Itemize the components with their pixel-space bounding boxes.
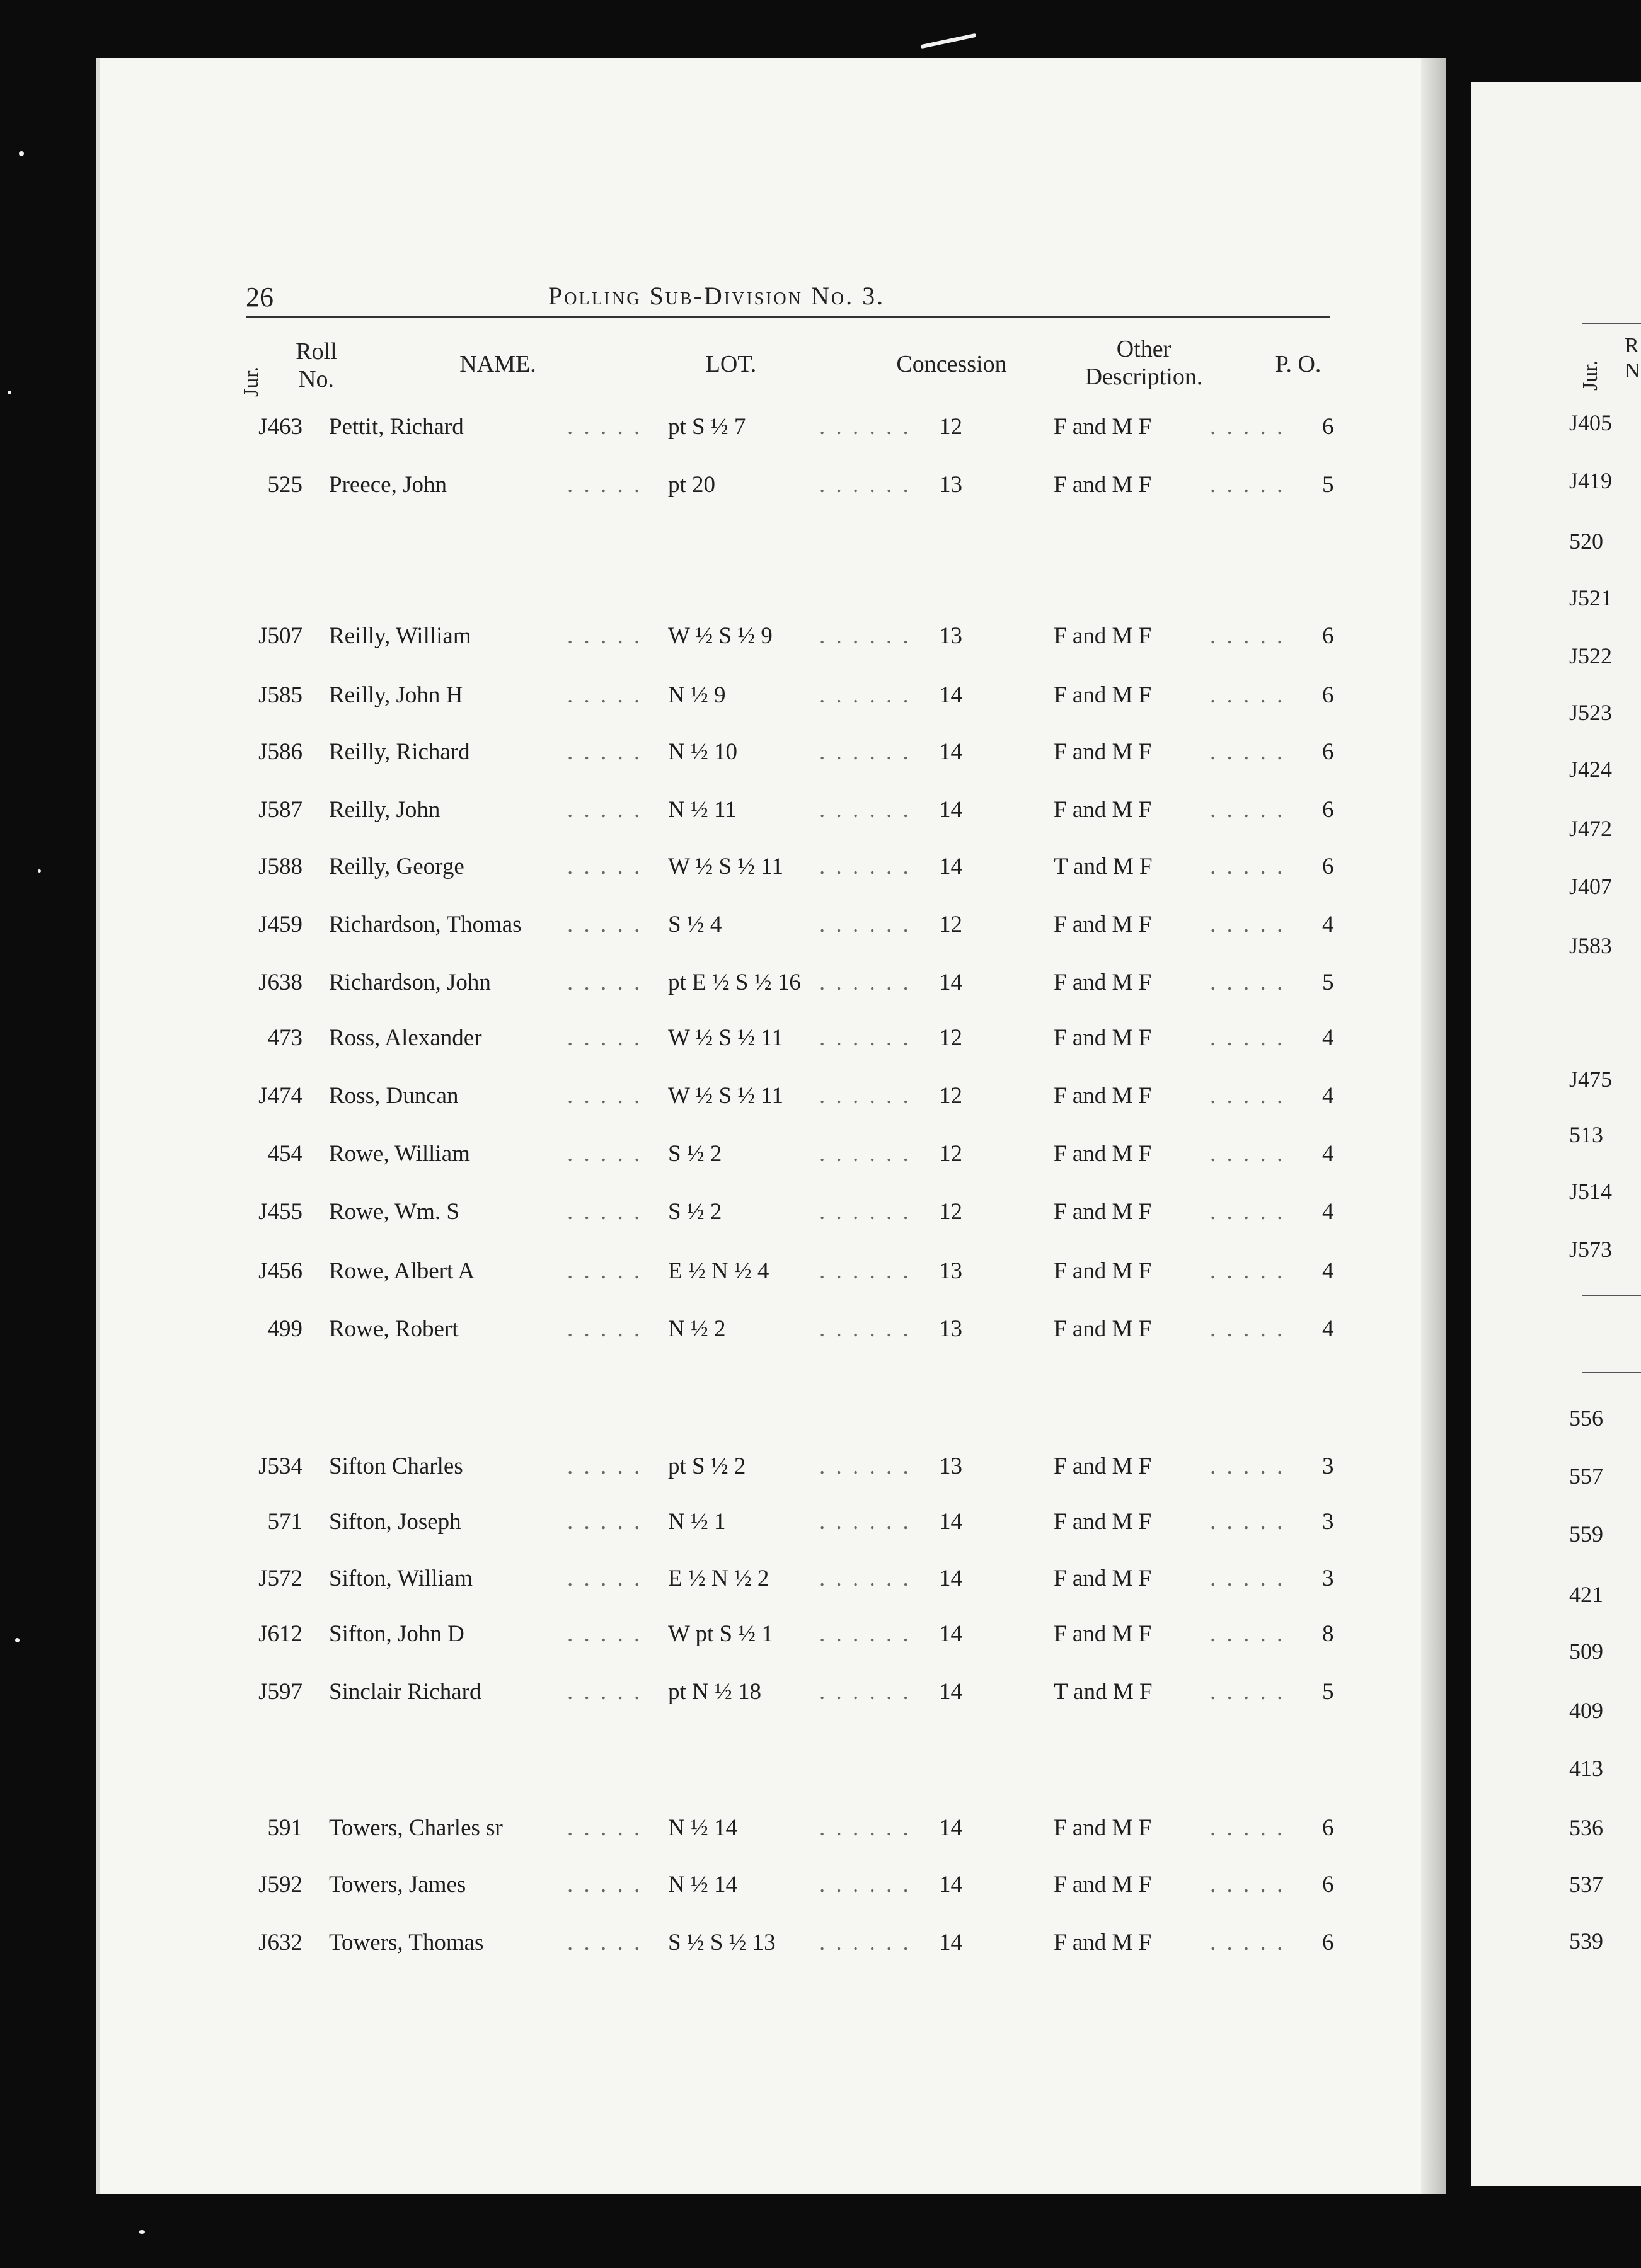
running-head — [0, 277, 1186, 315]
leader-dots: . . . . . — [1210, 1930, 1286, 1956]
voter-name: Reilly, William — [329, 623, 471, 649]
section-title: Polling Sub-Division No. 3. — [548, 282, 885, 310]
voter-name: Ross, Duncan — [329, 1083, 459, 1109]
facing-roll-number: J475 — [1569, 1067, 1613, 1092]
header-other-description — [1046, 335, 1241, 391]
lot: pt S ½ 7 — [668, 414, 746, 440]
concession: 14 — [939, 1621, 962, 1647]
voter-row — [0, 1508, 1641, 1552]
roll-number: J534 — [258, 1453, 302, 1479]
lot: pt E ½ S ½ 16 — [668, 970, 801, 995]
leader-dots: . . . . . — [567, 414, 643, 440]
concession: 14 — [939, 1679, 962, 1705]
leader-dots: . . . . . . — [819, 1258, 911, 1284]
leader-dots: . . . . . — [1210, 1258, 1286, 1284]
roll-number: J597 — [258, 1679, 302, 1705]
concession: 14 — [939, 1566, 962, 1591]
leader-dots: . . . . . . — [819, 1566, 911, 1591]
concession: 13 — [939, 1258, 962, 1284]
leader-dots: . . . . . — [1210, 472, 1286, 498]
voter-name: Sinclair Richard — [329, 1679, 481, 1705]
facing-roll-number: J521 — [1569, 585, 1613, 610]
post-office: 4 — [1322, 1258, 1334, 1284]
post-office: 4 — [1322, 1083, 1334, 1109]
other-description: F and M F — [1054, 1509, 1152, 1535]
concession: 14 — [939, 739, 962, 765]
leader-dots: . . . . . . — [819, 739, 911, 765]
facing-roll-number: 421 — [1569, 1582, 1603, 1607]
lot: N ½ 2 — [668, 1316, 726, 1342]
facing-roll-number: J419 — [1569, 468, 1613, 493]
facing-roll-number: 557 — [1569, 1463, 1603, 1489]
post-office: 6 — [1322, 854, 1334, 879]
post-office: 5 — [1322, 472, 1334, 498]
leader-dots: . . . . . . — [819, 854, 911, 879]
lot: W ½ S ½ 11 — [668, 1025, 783, 1051]
facing-section-rule — [1582, 1295, 1641, 1296]
leader-dots: . . . . . — [567, 1679, 643, 1705]
facing-roll-number: J424 — [1569, 757, 1613, 782]
post-office: 4 — [1322, 1141, 1334, 1167]
post-office: 3 — [1322, 1509, 1334, 1535]
other-description: F and M F — [1054, 1872, 1152, 1898]
roll-number: J588 — [258, 854, 302, 879]
other-description: F and M F — [1054, 1566, 1152, 1591]
leader-dots: . . . . . — [567, 1930, 643, 1956]
post-office: 6 — [1322, 1872, 1334, 1898]
lot: W ½ S ½ 9 — [668, 623, 773, 649]
facing-roll-number: J523 — [1569, 700, 1613, 725]
facing-roll-number: 409 — [1569, 1698, 1603, 1723]
post-office: 6 — [1322, 623, 1334, 649]
post-office: 8 — [1322, 1621, 1334, 1647]
voter-row — [0, 413, 1641, 457]
voter-row — [0, 1929, 1641, 1973]
post-office: 6 — [1322, 414, 1334, 440]
post-office: 6 — [1322, 1815, 1334, 1841]
leader-dots: . . . . . — [567, 739, 643, 765]
voter-row — [0, 682, 1641, 726]
leader-dots: . . . . . . — [819, 1141, 911, 1167]
leader-dots: . . . . . — [1210, 1679, 1286, 1705]
header-jur: Jur. — [239, 366, 263, 397]
leader-dots: . . . . . — [567, 682, 643, 708]
voter-name: Rowe, Robert — [329, 1316, 459, 1342]
other-description: T and M F — [1054, 854, 1153, 879]
leader-dots: . . . . . . — [819, 912, 911, 937]
leader-dots: . . . . . — [567, 1083, 643, 1109]
concession: 14 — [939, 854, 962, 879]
lot: N ½ 14 — [668, 1872, 737, 1898]
concession: 13 — [939, 1453, 962, 1479]
roll-number: J587 — [258, 797, 302, 823]
leader-dots: . . . . . — [1210, 970, 1286, 995]
leader-dots: . . . . . — [567, 472, 643, 498]
other-description: F and M F — [1054, 1815, 1152, 1841]
leader-dots: . . . . . . — [819, 1621, 911, 1647]
concession: 12 — [939, 1199, 962, 1225]
post-office: 4 — [1322, 1199, 1334, 1225]
leader-dots: . . . . . . — [819, 1872, 911, 1898]
voter-row — [0, 1257, 1641, 1302]
leader-dots: . . . . . — [1210, 1141, 1286, 1167]
facing-roll-number: 539 — [1569, 1928, 1603, 1954]
concession: 14 — [939, 797, 962, 823]
leader-dots: . . . . . . — [819, 1815, 911, 1841]
leader-dots: . . . . . — [1210, 739, 1286, 765]
leader-dots: . . . . . — [567, 1141, 643, 1167]
header-other-line2: Description. — [1085, 364, 1203, 390]
other-description: F and M F — [1054, 912, 1152, 937]
roll-number: J507 — [258, 623, 302, 649]
other-description: F and M F — [1054, 1025, 1152, 1051]
leader-dots: . . . . . . — [819, 414, 911, 440]
leader-dots: . . . . . . — [819, 1083, 911, 1109]
leader-dots: . . . . . . — [819, 1930, 911, 1956]
voter-row — [0, 1198, 1641, 1242]
concession: 14 — [939, 1815, 962, 1841]
leader-dots: . . . . . — [1210, 414, 1286, 440]
roll-number: J612 — [258, 1621, 302, 1647]
other-description: F and M F — [1054, 1141, 1152, 1167]
voter-name: Sifton, Joseph — [329, 1509, 461, 1535]
leader-dots: . . . . . . — [819, 797, 911, 823]
voter-row — [0, 1140, 1641, 1184]
leader-dots: . . . . . — [567, 1453, 643, 1479]
other-description: F and M F — [1054, 1083, 1152, 1109]
leader-dots: . . . . . — [1210, 797, 1286, 823]
leader-dots: . . . . . — [567, 1621, 643, 1647]
leader-dots: . . . . . — [1210, 1453, 1286, 1479]
roll-number: 473 — [267, 1025, 302, 1051]
lot: pt S ½ 2 — [668, 1453, 746, 1479]
roll-number: J572 — [258, 1566, 302, 1591]
facing-roll-number: 559 — [1569, 1521, 1603, 1547]
voter-name: Rowe, Albert A — [329, 1258, 475, 1284]
roll-number: J586 — [258, 739, 302, 765]
voter-row — [0, 1620, 1641, 1664]
leader-dots: . . . . . — [1210, 1621, 1286, 1647]
facing-section-rule — [1582, 1372, 1641, 1373]
leader-dots: . . . . . — [1210, 1199, 1286, 1225]
scan-speck — [139, 2230, 145, 2234]
voter-name: Preece, John — [329, 472, 447, 498]
concession: 13 — [939, 472, 962, 498]
voter-row — [0, 471, 1641, 515]
scan-speck — [8, 391, 11, 394]
voter-row — [0, 1871, 1641, 1915]
voter-name: Towers, Charles sr — [329, 1815, 503, 1841]
facing-header-rule — [1582, 323, 1641, 324]
post-office: 6 — [1322, 739, 1334, 765]
voter-name: Rowe, Wm. S — [329, 1199, 459, 1225]
voter-row — [0, 969, 1641, 1013]
other-description: F and M F — [1054, 739, 1152, 765]
other-description: F and M F — [1054, 1199, 1152, 1225]
lot: W ½ S ½ 11 — [668, 1083, 783, 1109]
leader-dots: . . . . . — [1210, 1083, 1286, 1109]
other-description: F and M F — [1054, 682, 1152, 708]
concession: 14 — [939, 970, 962, 995]
other-description: F and M F — [1054, 623, 1152, 649]
leader-dots: . . . . . — [1210, 1566, 1286, 1591]
voter-name: Reilly, John H — [329, 682, 463, 708]
voter-row — [0, 796, 1641, 840]
lot: W ½ S ½ 11 — [668, 854, 783, 879]
voter-name: Reilly, Richard — [329, 739, 470, 765]
leader-dots: . . . . . — [567, 912, 643, 937]
lot: N ½ 10 — [668, 739, 737, 765]
leader-dots: . . . . . . — [819, 1509, 911, 1535]
roll-number: J592 — [258, 1872, 302, 1898]
leader-dots: . . . . . . — [819, 682, 911, 708]
post-office: 4 — [1322, 1025, 1334, 1051]
leader-dots: . . . . . — [567, 1872, 643, 1898]
concession: 14 — [939, 1509, 962, 1535]
voter-name: Pettit, Richard — [329, 414, 464, 440]
roll-number: 525 — [267, 472, 302, 498]
leader-dots: . . . . . — [567, 1199, 643, 1225]
voter-row — [0, 1678, 1641, 1722]
voter-row — [0, 1315, 1641, 1360]
roll-number: J456 — [258, 1258, 302, 1284]
other-description: T and M F — [1054, 1679, 1153, 1705]
roll-number: 571 — [267, 1509, 302, 1535]
facing-roll-number: 520 — [1569, 529, 1603, 554]
post-office: 6 — [1322, 797, 1334, 823]
leader-dots: . . . . . . — [819, 1679, 911, 1705]
lot: N ½ 11 — [668, 797, 737, 823]
concession: 14 — [939, 682, 962, 708]
scan-speck — [19, 151, 24, 156]
facing-roll-number: J405 — [1569, 410, 1613, 435]
lot: S ½ 2 — [668, 1141, 722, 1167]
lot: S ½ S ½ 13 — [668, 1930, 776, 1956]
facing-roll-number: 413 — [1569, 1756, 1603, 1781]
lot: W pt S ½ 1 — [668, 1621, 773, 1647]
concession: 14 — [939, 1872, 962, 1898]
roll-number: J632 — [258, 1930, 302, 1956]
other-description: F and M F — [1054, 414, 1152, 440]
concession: 12 — [939, 1025, 962, 1051]
lot: E ½ N ½ 4 — [668, 1258, 769, 1284]
other-description: F and M F — [1054, 1621, 1152, 1647]
voter-name: Richardson, Thomas — [329, 912, 522, 937]
facing-roll-number: J522 — [1569, 643, 1613, 668]
other-description: F and M F — [1054, 797, 1152, 823]
leader-dots: . . . . . — [1210, 1815, 1286, 1841]
roll-number: J585 — [258, 682, 302, 708]
header-name: NAME. — [459, 351, 536, 377]
other-description: F and M F — [1054, 472, 1152, 498]
lot: E ½ N ½ 2 — [668, 1566, 769, 1591]
other-description: F and M F — [1054, 970, 1152, 995]
voter-name: Reilly, George — [329, 854, 464, 879]
voter-row — [0, 853, 1641, 897]
leader-dots: . . . . . — [567, 1815, 643, 1841]
other-description: F and M F — [1054, 1258, 1152, 1284]
post-office: 5 — [1322, 970, 1334, 995]
voter-name: Towers, James — [329, 1872, 466, 1898]
voter-name: Sifton Charles — [329, 1453, 463, 1479]
leader-dots: . . . . . . — [819, 1453, 911, 1479]
roll-number: J638 — [258, 970, 302, 995]
lot: pt N ½ 18 — [668, 1679, 761, 1705]
voter-name: Towers, Thomas — [329, 1930, 484, 1956]
leader-dots: . . . . . — [567, 623, 643, 649]
concession: 12 — [939, 1141, 962, 1167]
facing-roll-number: 513 — [1569, 1122, 1603, 1147]
roll-number: J474 — [258, 1083, 302, 1109]
concession: 12 — [939, 912, 962, 937]
facing-roll-number: J407 — [1569, 874, 1613, 899]
leader-dots: . . . . . — [1210, 854, 1286, 879]
facing-page — [1471, 82, 1641, 2186]
voter-row — [0, 1453, 1641, 1497]
header-other-line1: Other — [1116, 336, 1172, 362]
lot: S ½ 4 — [668, 912, 722, 937]
post-office: 5 — [1322, 1679, 1334, 1705]
roll-number: 591 — [267, 1815, 302, 1841]
leader-dots: . . . . . . — [819, 472, 911, 498]
leader-dots: . . . . . — [1210, 682, 1286, 708]
roll-number: 499 — [267, 1316, 302, 1342]
voter-name: Rowe, William — [329, 1141, 470, 1167]
post-office: 6 — [1322, 1930, 1334, 1956]
lot: N ½ 14 — [668, 1815, 737, 1841]
roll-number: J463 — [258, 414, 302, 440]
post-office: 4 — [1322, 1316, 1334, 1342]
facing-header-roll: R — [1625, 334, 1639, 357]
voter-row — [0, 911, 1641, 955]
voter-row — [0, 738, 1641, 782]
header-concession: Concession — [896, 351, 1007, 377]
leader-dots: . . . . . — [567, 1566, 643, 1591]
concession: 12 — [939, 414, 962, 440]
lot: pt 20 — [668, 472, 716, 498]
header-lot: LOT. — [705, 351, 757, 377]
facing-roll-number: 509 — [1569, 1639, 1603, 1664]
post-office: 3 — [1322, 1453, 1334, 1479]
voter-row — [0, 1814, 1641, 1858]
voter-row — [0, 1565, 1641, 1609]
leader-dots: . . . . . . — [819, 623, 911, 649]
leader-dots: . . . . . — [1210, 1509, 1286, 1535]
leader-dots: . . . . . — [1210, 1316, 1286, 1342]
other-description: F and M F — [1054, 1316, 1152, 1342]
leader-dots: . . . . . — [567, 1025, 643, 1051]
leader-dots: . . . . . — [567, 854, 643, 879]
facing-roll-number: 536 — [1569, 1815, 1603, 1840]
voter-name: Ross, Alexander — [329, 1025, 482, 1051]
header-rule — [246, 316, 1330, 318]
leader-dots: . . . . . . — [819, 970, 911, 995]
page-number: 26 — [246, 282, 274, 312]
facing-roll-number: J514 — [1569, 1179, 1613, 1204]
leader-dots: . . . . . — [1210, 1025, 1286, 1051]
facing-roll-number: J573 — [1569, 1237, 1613, 1262]
facing-roll-number: 556 — [1569, 1406, 1603, 1431]
facing-roll-number: J583 — [1569, 933, 1613, 958]
lot: N ½ 9 — [668, 682, 726, 708]
concession: 14 — [939, 1930, 962, 1956]
leader-dots: . . . . . . — [819, 1025, 911, 1051]
roll-number: J455 — [258, 1199, 302, 1225]
leader-dots: . . . . . — [567, 1316, 643, 1342]
post-office: 6 — [1322, 682, 1334, 708]
header-po: P. O. — [1275, 351, 1321, 377]
leader-dots: . . . . . — [1210, 623, 1286, 649]
roll-number: 454 — [267, 1141, 302, 1167]
facing-header-no: N — [1625, 359, 1640, 382]
voter-name: Richardson, John — [329, 970, 491, 995]
leader-dots: . . . . . — [1210, 912, 1286, 937]
voter-row — [0, 1082, 1641, 1126]
facing-header-jur: Jur. — [1579, 360, 1602, 391]
facing-roll-number: J472 — [1569, 816, 1613, 841]
facing-roll-number: 537 — [1569, 1872, 1603, 1897]
lot: N ½ 1 — [668, 1509, 726, 1535]
leader-dots: . . . . . . — [819, 1316, 911, 1342]
voter-row — [0, 622, 1641, 667]
leader-dots: . . . . . . — [819, 1199, 911, 1225]
other-description: F and M F — [1054, 1453, 1152, 1479]
leader-dots: . . . . . — [567, 1509, 643, 1535]
leader-dots: . . . . . — [567, 970, 643, 995]
voter-name: Reilly, John — [329, 797, 440, 823]
lot: S ½ 2 — [668, 1199, 722, 1225]
concession: 12 — [939, 1083, 962, 1109]
post-office: 4 — [1322, 912, 1334, 937]
leader-dots: . . . . . — [567, 797, 643, 823]
other-description: F and M F — [1054, 1930, 1152, 1956]
concession: 13 — [939, 623, 962, 649]
voter-row — [0, 1024, 1641, 1068]
leader-dots: . . . . . — [1210, 1872, 1286, 1898]
header-roll-no: Roll No. — [296, 338, 337, 392]
concession: 13 — [939, 1316, 962, 1342]
voter-name: Sifton, John D — [329, 1621, 464, 1647]
voter-name: Sifton, William — [329, 1566, 473, 1591]
post-office: 3 — [1322, 1566, 1334, 1591]
roll-number: J459 — [258, 912, 302, 937]
leader-dots: . . . . . — [567, 1258, 643, 1284]
